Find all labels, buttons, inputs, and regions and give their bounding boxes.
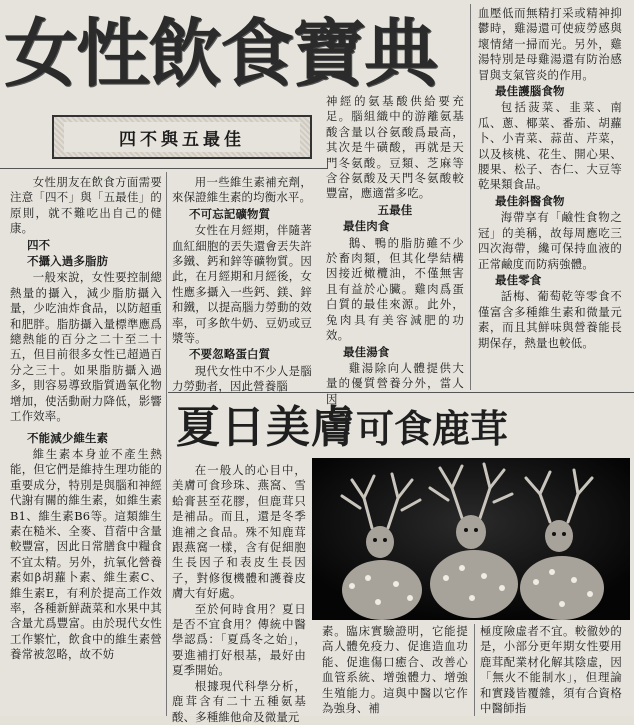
sub-heading: 不要忽略蛋白質 [189,347,271,362]
sub-heading: 最佳零食 [495,272,542,287]
sub-heading: 最佳肉食 [343,219,390,234]
column-rule [166,172,167,716]
body-paragraph: 話梅、葡萄乾等零食不僅富含多種維生素和微量元素，而且其鮮味與營養能長期保存，熱量也較低。 [478,289,622,350]
body-paragraph: 雞湯除向人體提供大量的優質營養分外，當人因 [326,360,464,406]
article-title: 女性飲食寶典 [4,11,436,97]
body-paragraph: 素。臨床實驗證明，它能提高人體免疫力、促進造血功能、促進傷口癒合、改善心血管系統、增強體力、增強生殖能力。這與中醫以它作為強身、補 [322,624,468,716]
body-paragraph: 血壓低而無精打采或精神抑鬱時，雞湯還可使疲勞感與壞情緒一掃而光。另外，雞湯特別是母雞湯還有防治感冒與支氣管炎的作用。 [478,6,622,82]
body-paragraph: 海帶享有「鹼性食物之冠」的美稱，故每周應吃三四次海帶，纔可保持血液的正常鹼度而防病強體。 [478,210,622,271]
article2-title-part2: 可食鹿茸 [356,407,509,451]
intro-paragraph: 女性朋友在飲食方面需要注意「四不」與「五最佳」的原則，就不難吃出自己的健康。 [10,175,162,236]
article2-column-3 [480,624,622,716]
deer-photo [312,458,630,620]
body-paragraph: 極度險虛者不宜。較徹妙的是，小部分更年期女性要用鹿茸配業材化解其陰虛，因「無火不能制水」，但理論和實踐皆覆雜，須有合資格中醫師指 [480,624,622,716]
sub-heading: 最佳湯食 [343,344,390,359]
article2-column-1 [172,463,306,725]
deer-illustration [312,458,630,620]
body-paragraph: 一般來說，女性要控制總熱量的攝入，減少脂肪攝入量，少吃油炸食品，以防超重和肥胖。脂肪攝入量標準應爲總熱能的百分之二十至二十五，但目前很多女性已超過百分之三十。如果脂肪攝入過多，則容易導致脂質過氧化物增加，使活動耐力降低，影響工作效率。 [10,270,162,424]
body-paragraph: 女性在月經期，伴隨著血紅細胞的丟失還會丟失許多鐵、鈣和鋅等礦物質。因此，在月經期和月經後，女性應多攝入一些鈣、鎂、鋅和鐵，以提高腦力勞動的效率，可多飲牛奶、豆奶或豆漿等。 [172,223,312,346]
article-subtitle: 四不與五最佳 [64,122,300,152]
article1-column-1 [10,175,162,663]
sub-heading: 最佳護腦食物 [495,84,565,99]
article2-column-2 [322,624,468,716]
body-paragraph: 在一般人的心目中，美膚可食珍珠、燕窩、雪蛤膏甚至花膠，但鹿茸只是補品。而且，還是冬季進補之食品。殊不知鹿茸跟燕窩一樣，含有促細胞生長因子和表皮生長因子，對修復機體和護養皮膚大有好處。 [172,463,306,601]
sub-heading: 不攝入過多脂肪 [27,254,109,269]
article2-title [176,396,628,460]
column-rule [474,624,475,716]
body-paragraph: 根據現代科學分析，鹿茸含有二十五種氨基酸、多種維他命及微量元 [172,678,306,724]
section-heading: 五最佳 [377,202,413,217]
sub-heading: 不能減少維生素 [27,430,109,445]
sub-heading: 不可忘記礦物質 [189,206,271,221]
sub-heading: 最佳斜醫食物 [495,193,565,208]
body-paragraph: 現代女性中不少人是腦力勞動者，因此營養腦 [172,363,312,394]
article1-column-3 [326,94,464,407]
article2-title-part1: 夏日美膚 [176,402,356,453]
body-paragraph: 維生素本身並不產生熱能，但它們是維持生理功能的重要成分，特別是與腦和神經代謝有關的維生素，如維生素B1、維生素B6等。這類維生素在糙米、全麥、苜蓿中含量較豐富，因此日常膳食中糧食不宜太精。另外，抗氧化營養素如β胡蘿卜素、維生素C、維生素E，有利於提高工作效率，各種新鮮蔬菜和水果中其含量尤爲豐富。由於現代女性工作繁忙，飲食中的維生素營養常被忽略，故不妨 [10,446,162,662]
body-paragraph: 用一些維生素補充劑，來保證維生素的均衡水平。 [172,175,312,205]
section-heading: 四不 [27,237,51,252]
article1-column-4 [478,6,622,351]
body-paragraph: 至於何時食用？夏日是否不宜食用？傳統中醫學認爲：「夏爲冬之始」，要進補打好根基，最好由夏季開始。 [172,601,306,678]
divider [0,168,328,169]
body-paragraph: 包括菠菜、韭菜、南瓜、蔥、椰菜、番茄、胡蘿卜、小青菜、蒜苗、芹菜，以及核桃、花生、開心果、腰果、松子、杏仁、大豆等乾果類食品。 [478,100,622,192]
body-paragraph: 神經的氨基酸供給要充足。腦組織中的游離氨基酸含量以谷氨酸爲最高，其次是牛磺酸，再就是天門冬氨酸。豆類、芝麻等含谷氨酸及天門冬氨酸較豐富，應適當多吃。 [326,94,464,201]
body-paragraph: 鵝、鴨的脂肪雖不少於畜肉類，但其化學結構因接近橄欖油，不僅無害且有益於心臟。雞肉爲蛋白質的最佳來源。此外，兔肉具有美容減肥的功效。 [326,235,464,343]
article1-column-2 [172,175,312,395]
column-rule [470,4,471,390]
subtitle-box [52,115,312,159]
